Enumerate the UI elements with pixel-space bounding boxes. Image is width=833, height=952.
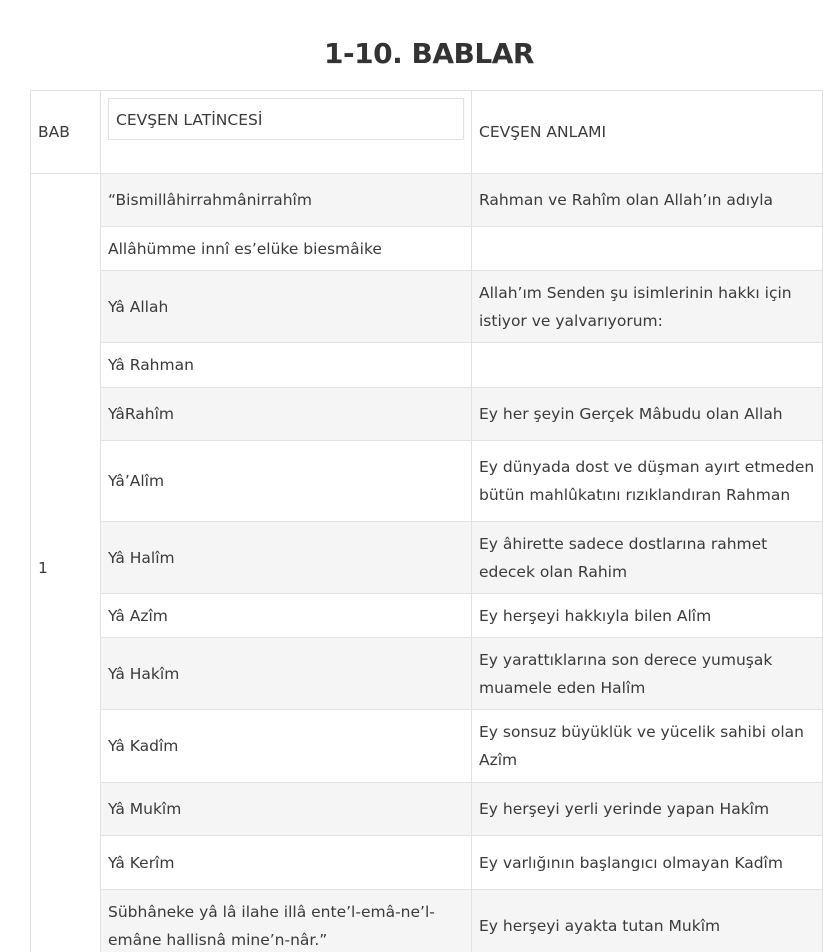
latin-cell: YâRahîm (101, 388, 472, 441)
latin-cell: “Bismillâhirrahmânirrahîm (101, 174, 472, 227)
table-row (31, 174, 823, 227)
meaning-cell: Ey her şeyin Gerçek Mâbudu olan Allah (472, 388, 823, 441)
header-bab: BAB (31, 91, 101, 174)
meaning-cell: Ey âhirette sadece dostlarına rahmet edecek olan Rahim (472, 522, 823, 594)
table-row (31, 836, 823, 890)
latin-cell: Yâ Kadîm (101, 710, 472, 783)
table-row (31, 783, 823, 836)
meaning-cell: Ey herşeyi ayakta tutan Mukîm (472, 890, 823, 952)
table-row (31, 710, 823, 783)
latin-cell: Yâ Hakîm (101, 638, 472, 710)
latin-cell: Yâ Azîm (101, 594, 472, 638)
table-row (31, 271, 823, 343)
latin-cell: Yâ Rahman (101, 343, 472, 388)
table-row (31, 522, 823, 594)
meaning-cell (472, 227, 823, 271)
table-header-row (31, 91, 823, 174)
latin-cell: Yâ’Alîm (101, 441, 472, 522)
bab-table (30, 90, 823, 952)
latin-cell: Sübhâneke yâ lâ ilahe illâ ente’l-emâ-ne’l-emâne hallisnâ mine’n-nâr.” (101, 890, 472, 952)
table-row (31, 388, 823, 441)
page-title: 1-10. BABLAR (324, 37, 534, 70)
latin-cell: Yâ Allah (101, 271, 472, 343)
meaning-cell: Allah’ım Senden şu isimlerinin hakkı için istiyor ve yalvarıyorum: (472, 271, 823, 343)
meaning-cell: Rahman ve Rahîm olan Allah’ın adıyla (472, 174, 823, 227)
meaning-cell: Ey herşeyi yerli yerinde yapan Hakîm (472, 783, 823, 836)
meaning-cell (472, 343, 823, 388)
table-row (31, 343, 823, 388)
bab-number: 1 (31, 174, 101, 952)
table-row (31, 890, 823, 952)
meaning-cell: Ey sonsuz büyüklük ve yücelik sahibi olan Azîm (472, 710, 823, 783)
meaning-cell: Ey herşeyi hakkıyla bilen Alîm (472, 594, 823, 638)
latin-cell: Allâhümme innî es’elüke biesmâike (101, 227, 472, 271)
latin-cell: Yâ Kerîm (101, 836, 472, 890)
table-row (31, 594, 823, 638)
table-row (31, 227, 823, 271)
table-row (31, 441, 823, 522)
meaning-cell: Ey dünyada dost ve düşman ayırt etmeden bütün mahlûkatını rızıklandıran Rahman (472, 441, 823, 522)
latin-cell: Yâ Halîm (101, 522, 472, 594)
latin-cell: Yâ Mukîm (101, 783, 472, 836)
meaning-cell: Ey varlığının başlangıcı olmayan Kadîm (472, 836, 823, 890)
header-latin-cell (101, 91, 472, 174)
header-meaning: CEVŞEN ANLAMI (472, 91, 823, 174)
meaning-cell: Ey yarattıklarına son derece yumuşak muamele eden Halîm (472, 638, 823, 710)
table-row (31, 638, 823, 710)
header-latin: CEVŞEN LATİNCESİ (108, 98, 464, 140)
